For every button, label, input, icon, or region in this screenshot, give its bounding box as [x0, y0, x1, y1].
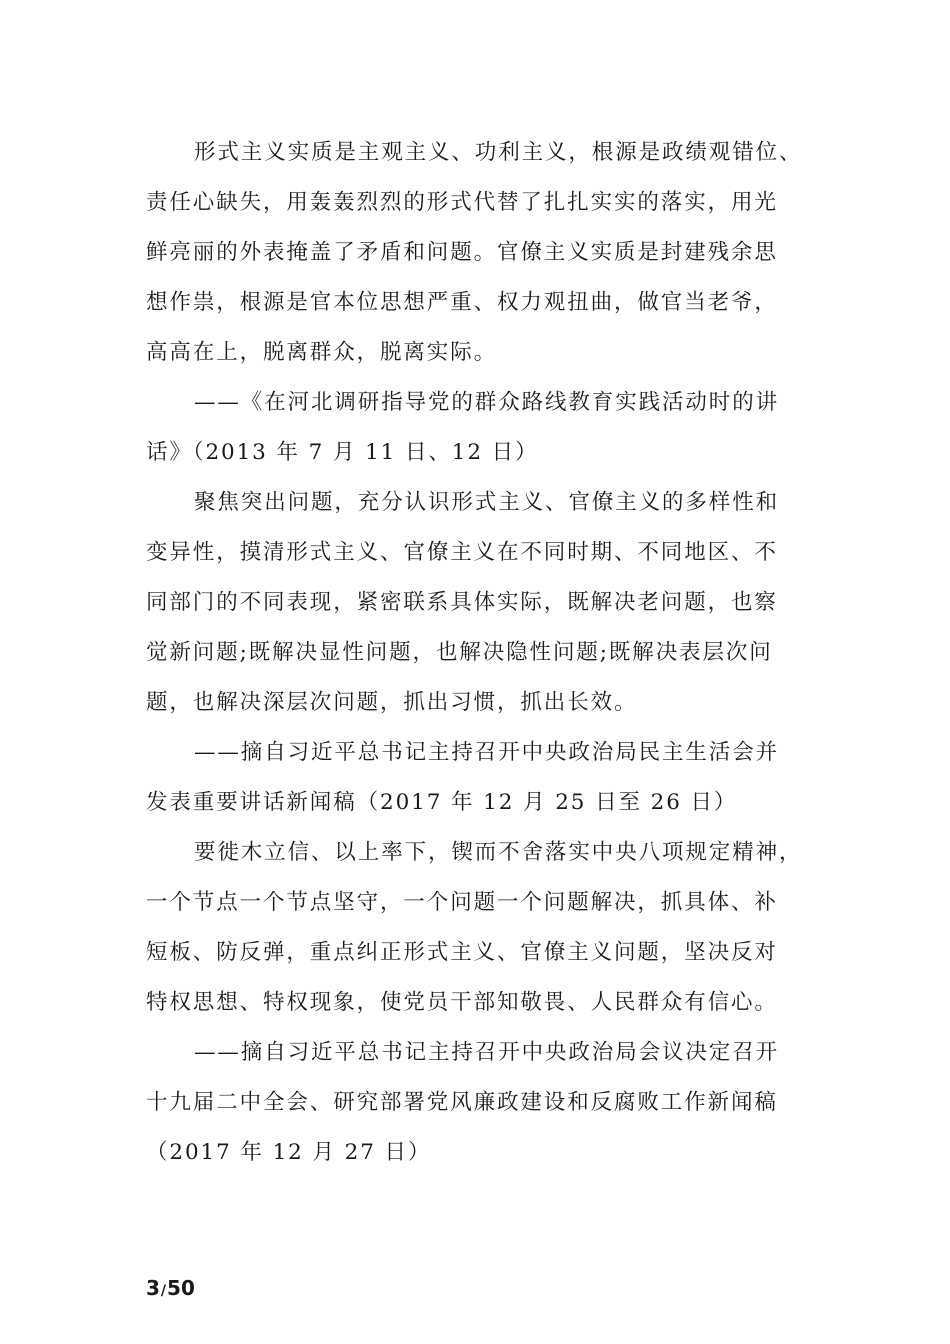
citation-line: （2017 年 12 月 27 日） — [146, 1140, 432, 1165]
page-total: 50 — [167, 1276, 195, 1300]
page-separator: / — [160, 1283, 167, 1299]
page-number — [146, 1276, 195, 1300]
paragraph-line: 形式主义实质是主观主义、功利主义，根源是政绩观错位、 — [194, 140, 803, 165]
paragraph-line: 同部门的不同表现，紧密联系具体实际，既解决老问题，也察 — [146, 590, 778, 615]
paragraph-line: 一个节点一个节点坚守，一个问题一个问题解决，抓具体、补 — [146, 890, 778, 915]
page-current: 3 — [146, 1276, 160, 1300]
citation-line: ——《在河北调研指导党的群众路线教育实践活动时的讲 — [194, 390, 780, 415]
citation-line: ——摘自习近平总书记主持召开中央政治局民主生活会并 — [194, 740, 780, 765]
paragraph-line: 鲜亮丽的外表掩盖了矛盾和问题。官僚主义实质是封建残余思 — [146, 240, 778, 265]
citation-line: 十九届二中全会、研究部署党风廉政建设和反腐败工作新闻稿 — [146, 1090, 778, 1115]
paragraph-line: 想作祟，根源是官本位思想严重、权力观扭曲，做官当老爷， — [146, 290, 778, 315]
paragraph-line: 要徙木立信、以上率下，锲而不舍落实中央八项规定精神， — [194, 840, 803, 865]
paragraph-line: 题，也解决深层次问题，抓出习惯，抓出长效。 — [146, 690, 638, 715]
document-body — [146, 128, 816, 1178]
paragraph-line: 觉新问题;既解决显性问题，也解决隐性问题;既解决表层次问 — [146, 640, 773, 665]
paragraph-line: 变异性，摸清形式主义、官僚主义在不同时期、不同地区、不 — [146, 540, 778, 565]
paragraph-line: 短板、防反弹，重点纠正形式主义、官僚主义问题，坚决反对 — [146, 940, 778, 965]
paragraph-line: 责任心缺失，用轰轰烈烈的形式代替了扎扎实实的落实，用光 — [146, 190, 778, 215]
paragraph-line: 聚焦突出问题，充分认识形式主义、官僚主义的多样性和 — [194, 490, 780, 515]
citation-line: ——摘自习近平总书记主持召开中央政治局会议决定召开 — [194, 1040, 780, 1065]
citation-line: 话》（2013 年 7 月 11 日、12 日） — [146, 440, 539, 465]
citation-line: 发表重要讲话新闻稿（2017 年 12 月 25 日至 26 日） — [146, 790, 738, 815]
paragraph-line: 特权思想、特权现象，使党员干部知敬畏、人民群众有信心。 — [146, 990, 778, 1015]
paragraph-line: 高高在上，脱离群众，脱离实际。 — [146, 340, 498, 365]
